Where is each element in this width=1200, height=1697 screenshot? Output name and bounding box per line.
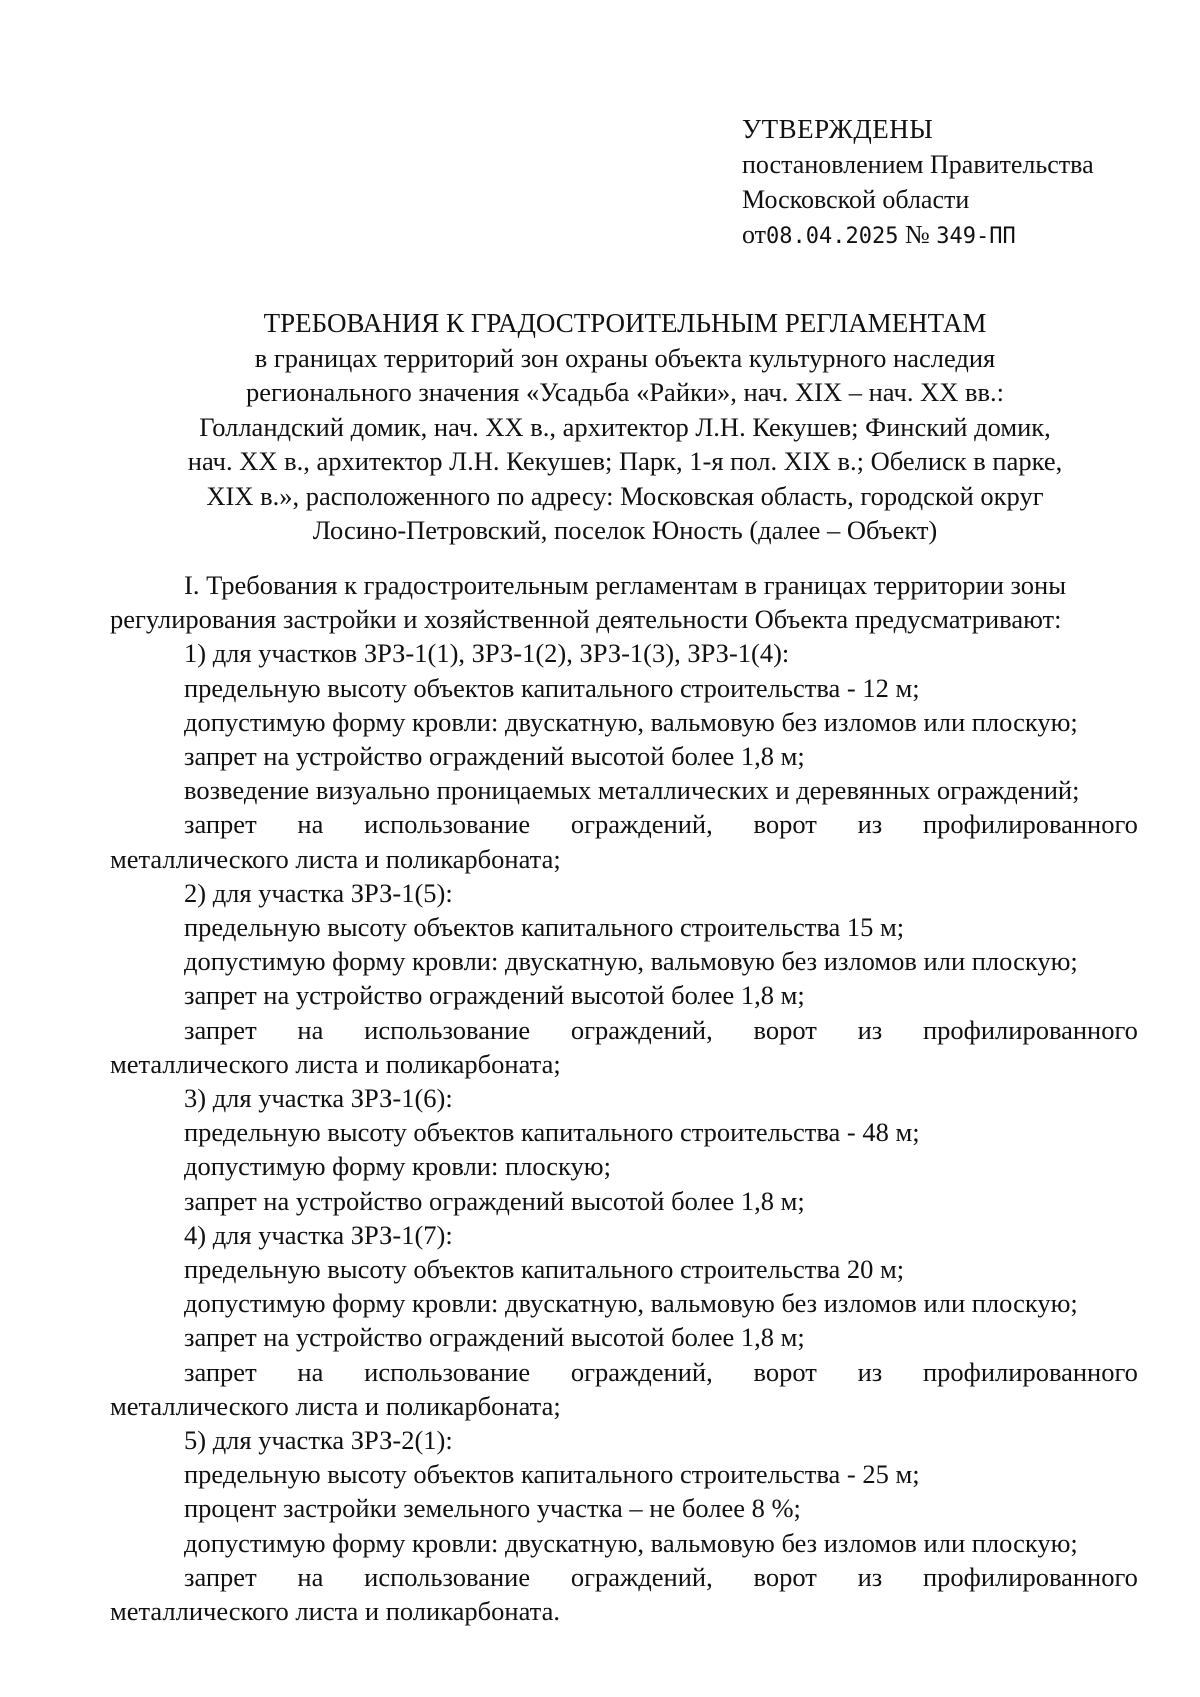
section-5-roof: допустимую форму кровли: двускатную, вальмовую без изломов или плоскую; (184, 1527, 1078, 1558)
section-5-fence-ban-tail: металлического листа и поликарбоната. (110, 1596, 560, 1627)
fence-ban-word: профилированного (923, 1356, 1138, 1387)
fence-ban-word: из (857, 1356, 883, 1387)
fence-ban-word: запрет (184, 1356, 257, 1387)
section-1-height: предельную высоту объектов капитального строительства - 12 м; (184, 672, 920, 703)
fence-ban-word: запрет (184, 809, 257, 840)
section-4-roof: допустимую форму кровли: двускатную, вальмовую без изломов или плоскую; (184, 1288, 1078, 1319)
title-main: ТРЕБОВАНИЯ К ГРАДОСТРОИТЕЛЬНЫМ РЕГЛАМЕНТАМ (263, 308, 987, 338)
title-line-2: регионального значения «Усадьба «Райки», нач. XIX – нач. XX вв.: (246, 377, 1004, 407)
approval-date-line (742, 217, 1094, 254)
fence-ban-word: ворот (753, 1561, 817, 1592)
title-line-6: Лосино-Петровский, поселок Юность (далее – Объект) (312, 515, 938, 545)
fence-ban-word: профилированного (923, 809, 1138, 840)
section-2-roof: допустимую форму кровли: двускатную, вальмовую без изломов или плоскую; (184, 946, 1078, 977)
fence-ban-word: запрет (184, 1014, 257, 1045)
section-1-fence-ban-tail: металлического листа и поликарбоната; (110, 843, 561, 874)
title-line-5: XIX в.», расположенного по адресу: Московская область, городской округ (206, 480, 1044, 511)
intro-line-1: I. Требования к градостроительным регламентам в границах территории зоны (184, 570, 1067, 600)
fence-ban-word: ограждений, (570, 1356, 713, 1387)
section-4-fence-height: запрет на устройство ограждений высотой более 1,8 м; (184, 1322, 805, 1353)
fence-ban-word: ворот (753, 809, 817, 840)
title-line-4: нач. XX в., архитектор Л.Н. Кекушев; Парк, 1-я пол. XIX в.; Обелиск в парке, (187, 446, 1063, 476)
section-4-heading: 4) для участка ЗРЗ-1(7): (184, 1219, 453, 1250)
section-4-fence-ban-tail: металлического листа и поликарбоната; (110, 1390, 561, 1421)
approval-heading: УТВЕРЖДЕНЫ (742, 114, 934, 144)
section-1-heading: 1) для участков ЗРЗ-1(1), ЗРЗ-1(2), ЗРЗ-1(3), ЗРЗ-1(4): (184, 638, 790, 669)
fence-ban-word: на (297, 809, 324, 840)
fence-ban-word: профилированного (923, 1561, 1138, 1592)
fence-ban-word: профилированного (923, 1014, 1138, 1045)
section-1-fence-type: возведение визуально проницаемых металлических и деревянных ограждений; (184, 775, 1080, 806)
approval-line-2: Московской области (742, 185, 970, 214)
section-2-height: предельную высоту объектов капитального строительства 15 м; (184, 912, 905, 943)
fence-ban-word: ограждений, (570, 1561, 713, 1592)
section-4-height: предельную высоту объектов капитального строительства 20 м; (184, 1254, 905, 1285)
fence-ban-word: на (297, 1356, 324, 1387)
title-line-1: в границах территорий зон охраны объекта культурного наследия (254, 342, 996, 373)
fence-ban-word: ограждений, (570, 1014, 713, 1045)
fence-ban-word: запрет (184, 1561, 257, 1592)
title-line-3: Голландский домик, нач. XX в., архитектор Л.Н. Кекушев; Финский домик, (199, 411, 1051, 442)
fence-ban-word: ворот (753, 1356, 817, 1387)
fence-ban-word: использование (364, 1356, 531, 1387)
section-2-fence-ban-tail: металлического листа и поликарбоната; (110, 1048, 561, 1079)
approval-date: 08.04.2025 (766, 224, 899, 249)
section-1-fence-ban (110, 807, 1138, 841)
approval-date-prefix: от (742, 220, 767, 249)
fence-ban-word: на (297, 1014, 324, 1045)
fence-ban-word: ворот (753, 1014, 817, 1045)
approval-line-1: постановлением Правительства (742, 150, 1094, 179)
intro-line-2: регулирования застройки и хозяйственной деятельности Объекта предусматривают: (110, 604, 1062, 635)
section-3-heading: 3) для участка ЗРЗ-1(6): (184, 1083, 453, 1114)
approval-stamp (742, 112, 1094, 254)
section-2-fence-height: запрет на устройство ограждений высотой более 1,8 м; (184, 980, 805, 1011)
section-5-fence-ban (110, 1560, 1138, 1594)
section-1-roof: допустимую форму кровли: двускатную, вальмовую без изломов или плоскую; (184, 706, 1078, 737)
section-3-fence-height: запрет на устройство ограждений высотой более 1,8 м; (184, 1185, 805, 1216)
section-5-coverage: процент застройки земельного участка – не более 8 %; (184, 1493, 801, 1524)
fence-ban-word: из (857, 1561, 883, 1592)
fence-ban-word: использование (364, 1014, 531, 1045)
document-title (120, 306, 1130, 548)
fence-ban-word: из (857, 809, 883, 840)
section-5-height: предельную высоту объектов капитального строительства - 25 м; (184, 1459, 920, 1490)
section-2-heading: 2) для участка ЗРЗ-1(5): (184, 877, 453, 908)
document-body (110, 568, 1138, 1628)
section-3-height: предельную высоту объектов капитального строительства - 48 м; (184, 1117, 920, 1148)
fence-ban-word: использование (364, 809, 531, 840)
section-3-roof: допустимую форму кровли: плоскую; (184, 1151, 611, 1182)
section-5-heading: 5) для участка ЗРЗ-2(1): (184, 1425, 453, 1456)
section-1-fence-height: запрет на устройство ограждений высотой более 1,8 м; (184, 741, 805, 772)
fence-ban-word: ограждений, (570, 809, 713, 840)
fence-ban-word: на (297, 1561, 324, 1592)
fence-ban-word: использование (364, 1561, 531, 1592)
section-2-fence-ban (110, 1013, 1138, 1047)
approval-number: 349-ПП (936, 224, 1016, 249)
fence-ban-word: из (857, 1014, 883, 1045)
section-4-fence-ban (110, 1355, 1138, 1389)
approval-number-sign: № (904, 220, 930, 249)
